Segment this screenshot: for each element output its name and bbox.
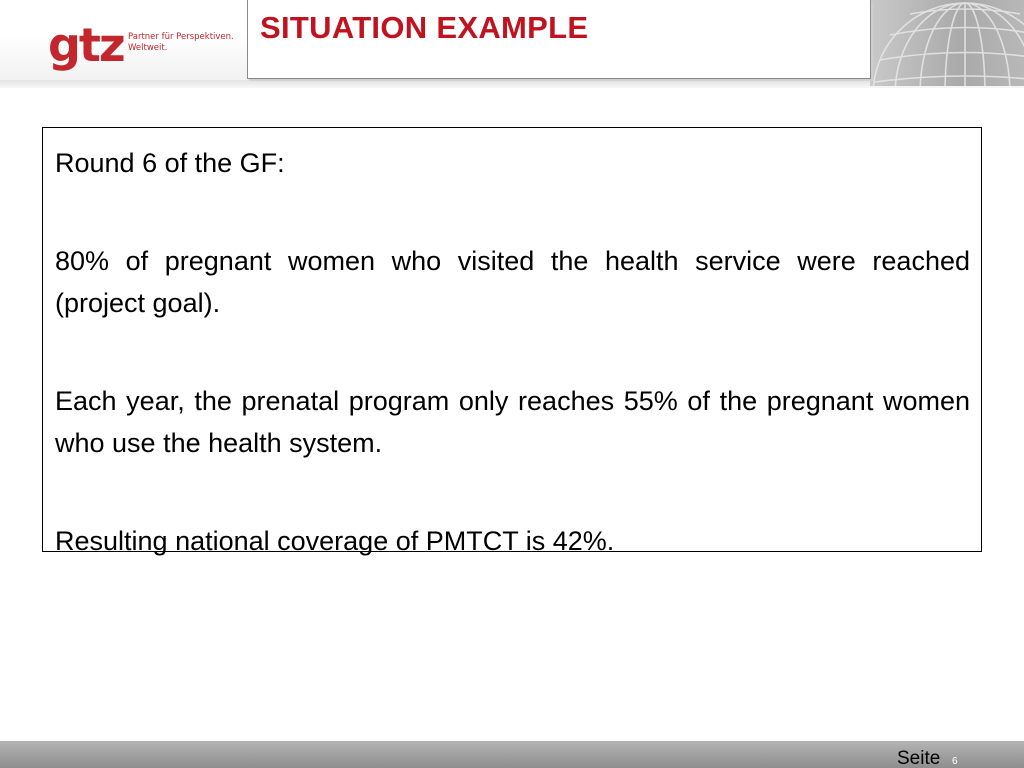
logo-tagline-line2: Weltweit. [128,43,168,53]
slide-title: SITUATION EXAMPLE [260,10,589,45]
logo-wordmark: gtz [48,18,124,72]
paragraph-round: Round 6 of the GF: [55,148,285,178]
logo-tagline-line1: Partner für Perspektiven. [128,32,234,42]
page-label: Seite [897,748,941,768]
title-box [247,0,871,79]
globe-icon [870,0,1024,86]
footer-bar [0,741,1024,768]
logo-tagline [128,32,248,54]
header-globe-panel [870,0,1024,86]
content-box [42,127,982,556]
content-body [55,142,970,562]
paragraph-national-coverage: Resulting national coverage of PMTCT is 42%. [55,526,615,556]
page-number: 6 [952,756,958,767]
paragraph-prenatal-program: Each year, the prenatal program only reaches 55% of the pregnant women who use the health system. [55,386,970,458]
paragraph-project-goal: 80% of pregnant women who visited the health service were reached (project goal). [55,246,970,318]
